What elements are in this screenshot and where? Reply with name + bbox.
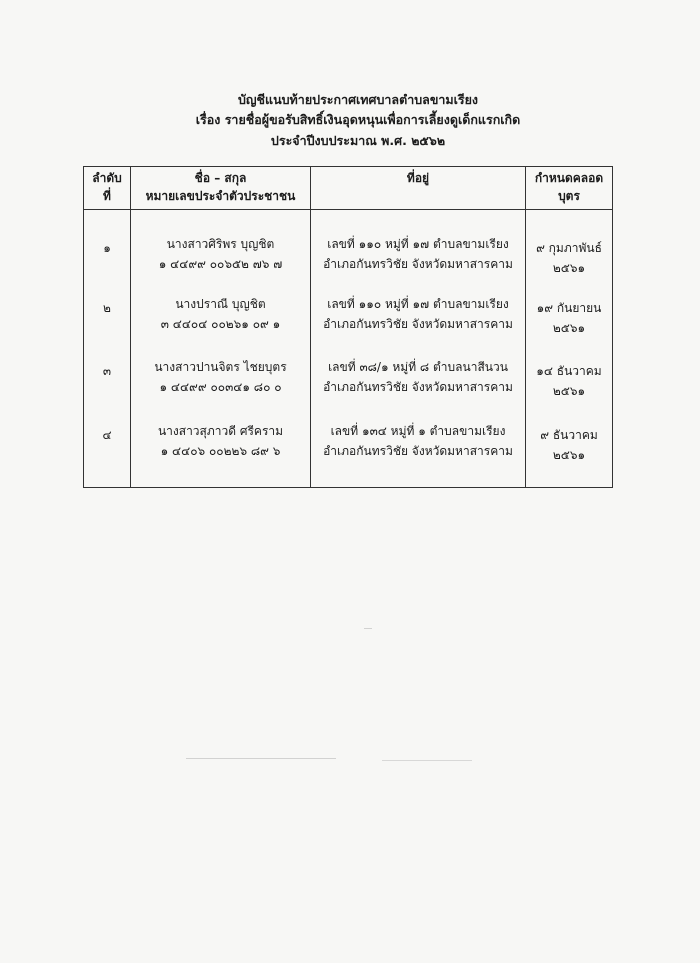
table-row bbox=[84, 210, 613, 282]
address-line1: เลขที่ ๑๓๔ หมู่ที่ ๑ ตำบลขามเรียง bbox=[330, 423, 506, 438]
person-name: นางสาวศิริพร บุญชิต bbox=[166, 237, 275, 251]
table-row bbox=[84, 282, 613, 345]
document-title: บัญชีแนบท้ายประกาศเทศบาลตำบลขามเรียง bbox=[237, 92, 479, 107]
cell-birth: ๙ กุมภาพันธ์ ๒๕๖๑ bbox=[526, 210, 613, 282]
header-no-line2: ที่ bbox=[103, 189, 111, 203]
cell-address bbox=[311, 345, 526, 408]
header-name bbox=[131, 167, 311, 210]
citizen-id: ๑ ๔๔๙๙ ๐๐๖๕๒ ๗๖ ๗ bbox=[158, 257, 283, 271]
beneficiary-table bbox=[83, 166, 613, 488]
header-name-line2: หมายเลขประจำตัวประชาชน bbox=[145, 189, 296, 203]
fiscal-year: ประจำปีงบประมาณ พ.ศ. ๒๕๖๒ bbox=[270, 133, 446, 148]
scan-mark bbox=[186, 758, 336, 759]
cell-address bbox=[311, 210, 526, 282]
cell-no: ๒ bbox=[84, 282, 131, 345]
table-row bbox=[84, 409, 613, 488]
header-name-line1: ชื่อ – สกุล bbox=[194, 171, 247, 185]
citizen-id: ๓ ๔๔๐๔ ๐๐๒๖๑ ๐๙ ๑ bbox=[160, 316, 281, 331]
cell-address bbox=[311, 409, 526, 488]
cell-birth: ๙ ธันวาคม ๒๕๖๑ bbox=[526, 409, 613, 488]
person-name: นางปราณี บุญชิต bbox=[175, 296, 266, 311]
address-line1: เลขที่ ๑๑๐ หมู่ที่ ๑๗ ตำบลขามเรียง bbox=[327, 296, 509, 311]
address-line1: เลขที่ ๑๑๐ หมู่ที่ ๑๗ ตำบลขามเรียง bbox=[327, 237, 509, 251]
address-line2: อำเภอกันทรวิชัย จังหวัดมหาสารคาม bbox=[323, 257, 513, 271]
citizen-id: ๑ ๔๔๙๙ ๐๐๓๔๑ ๘๐ ๐ bbox=[159, 380, 282, 395]
table-header-row bbox=[84, 167, 613, 210]
header-no-line1: ลำดับ bbox=[92, 171, 122, 185]
cell-no: ๔ bbox=[84, 409, 131, 488]
cell-name bbox=[131, 345, 311, 408]
header-no bbox=[84, 167, 131, 210]
address-line2: อำเภอกันทรวิชัย จังหวัดมหาสารคาม bbox=[323, 443, 513, 458]
cell-no: ๓ bbox=[84, 345, 131, 408]
header-address: ที่อยู่ bbox=[311, 167, 526, 210]
address-line2: อำเภอกันทรวิชัย จังหวัดมหาสารคาม bbox=[323, 380, 513, 395]
address-line1: เลขที่ ๓๘/๑ หมู่ที่ ๘ ตำบลนาสีนวน bbox=[328, 360, 508, 375]
cell-name bbox=[131, 282, 311, 345]
cell-address bbox=[311, 282, 526, 345]
person-name: นางสาวปานจิตร ไชยบุตร bbox=[154, 360, 287, 375]
header-birth: กำหนดคลอดบุตร bbox=[526, 167, 613, 210]
scan-mark bbox=[364, 628, 372, 629]
cell-no: ๑ bbox=[84, 210, 131, 282]
table-row bbox=[84, 345, 613, 408]
person-name: นางสาวสุภาวดี ศรีคราม bbox=[157, 423, 284, 438]
address-line2: อำเภอกันทรวิชัย จังหวัดมหาสารคาม bbox=[323, 316, 513, 331]
cell-birth: ๑๙ กันยายน ๒๕๖๑ bbox=[526, 282, 613, 345]
cell-birth: ๑๔ ธันวาคม ๒๕๖๑ bbox=[526, 345, 613, 408]
citizen-id: ๑ ๔๔๐๖ ๐๐๒๒๖ ๘๙ ๖ bbox=[160, 443, 281, 458]
cell-name bbox=[131, 210, 311, 282]
cell-name bbox=[131, 409, 311, 488]
document-subject: เรื่อง รายชื่อผู้ขอรับสิทธิ์เงินอุดหนุนเพื่อการเลี้ยงดูเด็กแรกเกิด bbox=[195, 112, 521, 127]
scan-mark bbox=[382, 760, 472, 761]
